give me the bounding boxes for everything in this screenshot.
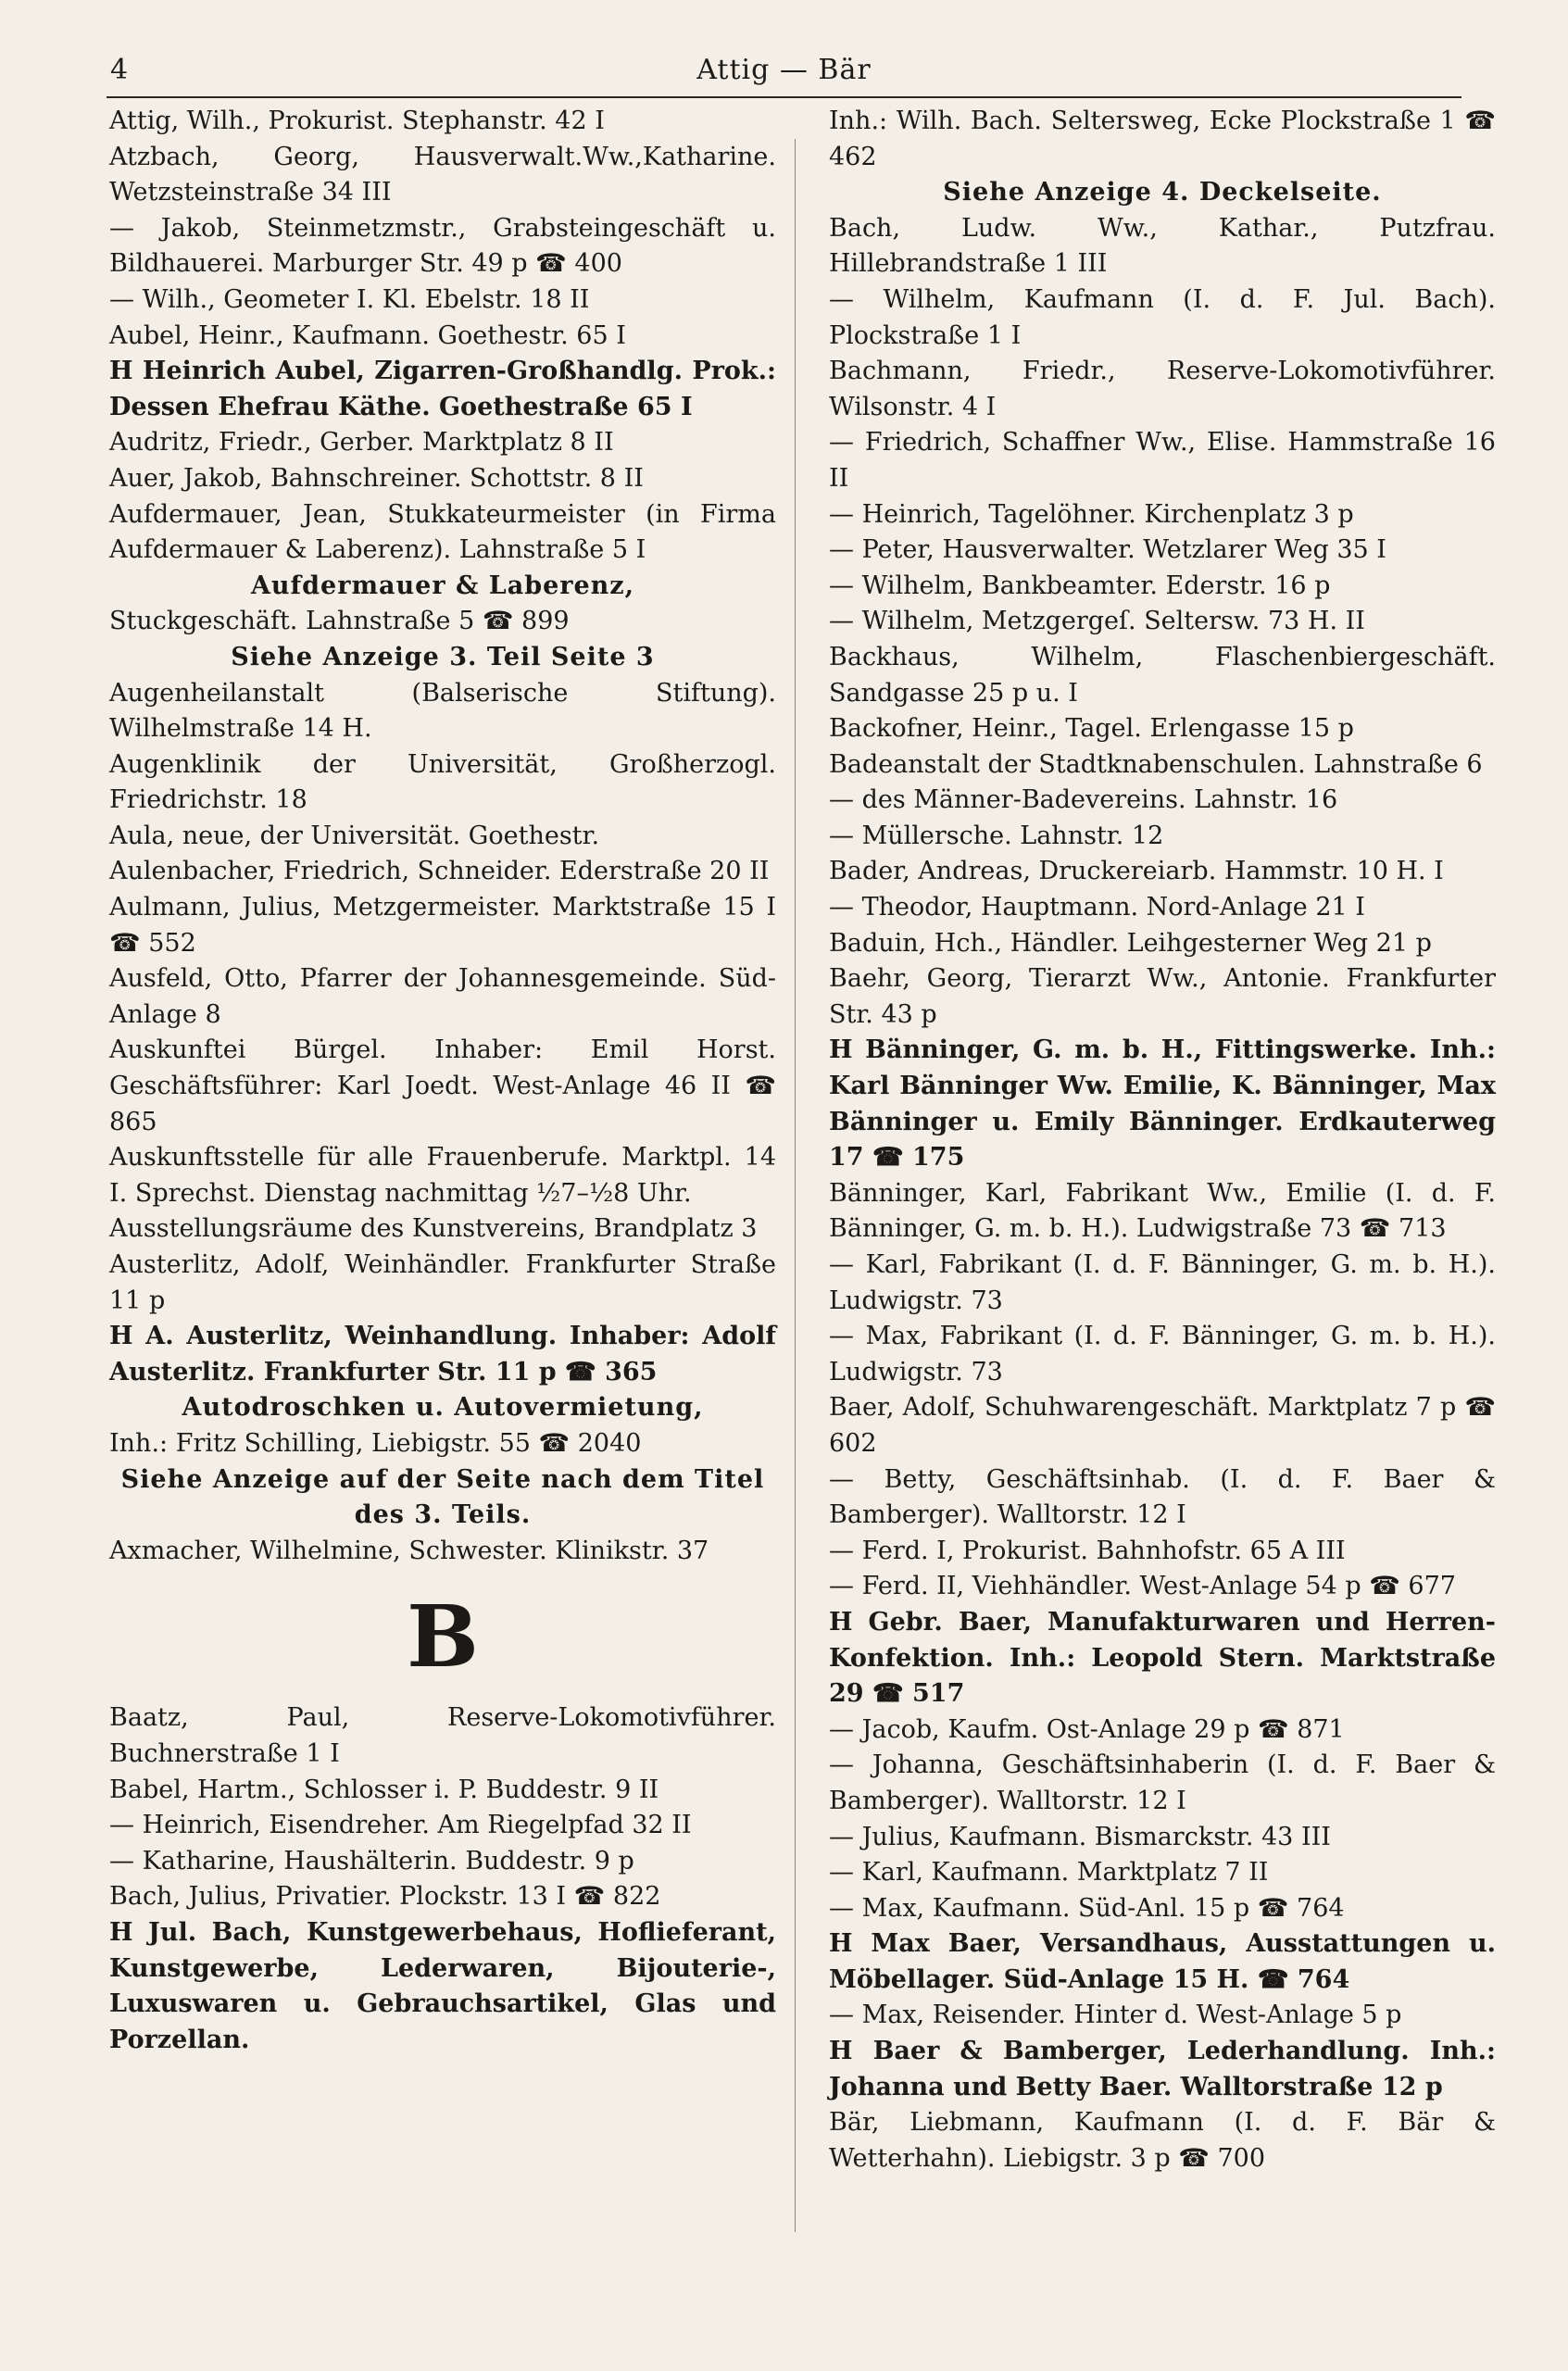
list-item: — Karl, Kaufmann. Marktplatz 7 II [829, 1858, 1269, 1888]
ad-reference: Siehe Anzeige 4. Deckelseite. [943, 178, 1382, 207]
list-item: — Wilh., Geometer I. Kl. Ebelstr. 18 II [109, 284, 590, 314]
list-item: H A. Austerlitz, Weinhandlung. Inhaber: Adolf Austerlitz. Frankfurter Str. 11 p ☎ 365 [109, 1322, 776, 1386]
ad-heading: Aufdermauer & Laberenz, [250, 571, 635, 600]
list-item: Bär, Liebmann, Kaufmann (I. d. F. Bär & Wetterhahn). Liebigstr. 3 p ☎ 700 [829, 2108, 1496, 2173]
list-item: Auskunftsstelle für alle Frauenberufe. Marktpl. 14 I. Sprechst. Dienstag nachmittag ½7–½8 Uhr. [109, 1143, 776, 1208]
header-rule [107, 96, 1461, 98]
list-item: Aubel, Heinr., Kaufmann. Goethestr. 65 I [109, 320, 626, 350]
list-item: Baduin, Hch., Händler. Leihgesterner Weg 21 p [829, 928, 1432, 958]
list-item: Inh.: Wilh. Bach. Seltersweg, Ecke Plockstraße 1 ☎ 462 [829, 107, 1496, 171]
right-column [829, 104, 1496, 2177]
section-letter: B [407, 1587, 479, 1687]
list-item: Bach, Julius, Privatier. Plockstr. 13 I ☎ 822 [109, 1882, 661, 1912]
list-item: — des Männer-Badevereins. Lahnstr. 16 [829, 785, 1338, 815]
list-item: Augenklinik der Universität, Großherzogl. Friedrichstr. 18 [109, 749, 776, 815]
page-header [107, 48, 1461, 94]
list-item: — Wilhelm, Kaufmann (I. d. F. Jul. Bach). Plockstraße 1 I [829, 284, 1496, 350]
list-item: — Jakob, Steinmetzmstr., Grabsteingeschäft u. Bildhauerei. Marburger Str. 49 p ☎ 400 [109, 213, 776, 279]
list-item: Austerlitz, Adolf, Weinhändler. Frankfurter Straße 11 p [109, 1250, 776, 1315]
ad-reference: Siehe Anzeige 3. Teil Seite 3 [231, 642, 655, 671]
list-item: Stuckgeschäft. Lahnstraße 5 ☎ 899 [109, 607, 570, 636]
list-item: — Theodor, Hauptmann. Nord-Anlage 21 I [829, 893, 1365, 922]
list-item: — Max, Reisender. Hinter d. West-Anlage 5 p [829, 2001, 1402, 2030]
list-item: Ausfeld, Otto, Pfarrer der Johannesgemeinde. Süd-Anlage 8 [109, 964, 776, 1029]
list-item: — Johanna, Geschäftsinhaberin (I. d. F. Baer & Bamberger). Walltorstr. 12 I [829, 1750, 1496, 1815]
list-item: — Jacob, Kaufm. Ost-Anlage 29 p ☎ 871 [829, 1714, 1345, 1744]
list-item: — Heinrich, Tagelöhner. Kirchenplatz 3 p [829, 499, 1354, 529]
list-item: H Bänninger, G. m. b. H., Fittingswerke. Inh.: Karl Bänninger Ww. Emilie, K. Bänninger, Max Bänninger u. Emily Bänninger. Erdkauterweg 17 ☎ 175 [829, 1035, 1496, 1173]
list-item: H Gebr. Baer, Manufakturwaren und Herren-Konfektion. Inh.: Leopold Stern. Marktstraße 29 ☎ 517 [829, 1607, 1496, 1709]
list-item: Axmacher, Wilhelmine, Schwester. Klinikstr. 37 [109, 1536, 709, 1565]
list-item: Backhaus, Wilhelm, Flaschenbiergeschäft. Sandgasse 25 p u. I [829, 642, 1496, 708]
running-title: Attig — Bär [696, 54, 872, 86]
list-item: Aulmann, Julius, Metzgermeister. Marktstraße 15 I ☎ 552 [109, 893, 776, 958]
column-divider [795, 139, 796, 2232]
list-item: — Heinrich, Eisendreher. Am Riegelpfad 32 II [109, 1811, 692, 1840]
list-item: — Wilhelm, Bankbeamter. Ederstr. 16 p [829, 571, 1331, 600]
list-item: — Max, Kaufmann. Süd-Anl. 15 p ☎ 764 [829, 1893, 1345, 1923]
list-item: Inh.: Fritz Schilling, Liebigstr. 55 ☎ 2040 [109, 1428, 642, 1458]
list-item: Badeanstalt der Stadtknabenschulen. Lahnstraße 6 [829, 749, 1483, 779]
list-item: — Wilhelm, Metzgergeſ. Seltersw. 73 H. II [829, 607, 1365, 636]
list-item: Aula, neue, der Universität. Goethestr. [109, 821, 600, 850]
list-item: Auskunftei Bürgel. Inhaber: Emil Horst. Geschäftsführer: Karl Joedt. West-Anlage 46 II ☎ 865 [109, 1035, 776, 1136]
list-item: H Baer & Bamberger, Lederhandlung. Inh.: Johanna und Betty Baer. Walltorstraße 12 p [829, 2037, 1496, 2101]
list-item: H Heinrich Aubel, Zigarren-Großhandlg. Prok.: Dessen Ehefrau Käthe. Goethestraße 65 I [109, 357, 776, 421]
list-item: Aulenbacher, Friedrich, Schneider. Ederstraße 20 II [109, 857, 770, 886]
list-item: Atzbach, Georg, Hausverwalt.Ww.,Katharine. Wetzsteinstraße 34 III [109, 142, 776, 207]
list-item: — Julius, Kaufmann. Bismarckstr. 43 III [829, 1822, 1331, 1851]
list-item: — Karl, Fabrikant (I. d. F. Bänninger, G. m. b. H.). Ludwigstr. 73 [829, 1250, 1496, 1315]
list-item: Audritz, Friedr., Gerber. Marktplatz 8 II [109, 428, 614, 458]
list-item: — Peter, Hausverwalter. Wetzlarer Weg 35 I [829, 535, 1386, 565]
ad-heading: Autodroschken u. Autovermietung, [182, 1393, 704, 1423]
list-item: Bachmann, Friedr., Reserve-Lokomotivführer. Wilsonstr. 4 I [829, 357, 1496, 421]
list-item: Baatz, Paul, Reserve-Lokomotivführer. Buchnerstraße 1 I [109, 1703, 776, 1768]
list-item: Baer, Adolf, Schuhwarengeschäft. Marktplatz 7 p ☎ 602 [829, 1393, 1496, 1458]
list-item: Auer, Jakob, Bahnschreiner. Schottstr. 8 II [109, 463, 644, 493]
list-item: Bänninger, Karl, Fabrikant Ww., Emilie (I. d. F. Bänninger, G. m. b. H.). Ludwigstraße 73 ☎ 713 [829, 1178, 1496, 1244]
list-item: Babel, Hartm., Schlosser i. P. Buddestr. 9 II [109, 1775, 659, 1804]
list-item: Aufdermauer, Jean, Stukkateurmeister (in Firma Aufdermauer & Laberenz). Lahnstraße 5 I [109, 499, 776, 565]
ad-reference: Siehe Anzeige auf der Seite nach dem Titel des 3. Teils. [120, 1464, 765, 1530]
page-number: 4 [110, 54, 129, 86]
list-item: — Katharine, Haushälterin. Buddestr. 9 p [109, 1846, 634, 1875]
list-item: Bach, Ludw. Ww., Kathar., Putzfrau. Hillebrandstraße 1 III [829, 213, 1496, 279]
list-item: — Müllersche. Lahnstr. 12 [829, 821, 1164, 850]
list-item: — Ferd. I, Prokurist. Bahnhofstr. 65 A III [829, 1536, 1346, 1565]
list-item: Backofner, Heinr., Tagel. Erlengasse 15 p [829, 714, 1354, 744]
list-item: Baehr, Georg, Tierarzt Ww., Antonie. Frankfurter Str. 43 p [829, 964, 1496, 1029]
list-item: — Max, Fabrikant (I. d. F. Bänninger, G. m. b. H.). Ludwigstr. 73 [829, 1322, 1496, 1386]
list-item: Augenheilanstalt (Balserische Stiftung). Wilhelmstraße 14 H. [109, 678, 776, 744]
list-item: Bader, Andreas, Druckereiarb. Hammstr. 10 H. I [829, 857, 1444, 886]
list-item: — Betty, Geschäftsinhab. (I. d. F. Baer & Bamberger). Walltorstr. 12 I [829, 1464, 1496, 1530]
list-item: H Max Baer, Versandhaus, Ausstattungen u. Möbellager. Süd-Anlage 15 H. ☎ 764 [829, 1929, 1496, 1994]
list-item: — Ferd. II, Viehhändler. West-Anlage 54 p ☎ 677 [829, 1572, 1456, 1601]
list-item: H Jul. Bach, Kunstgewerbehaus, Hoflieferant, Kunstgewerbe, Lederwaren, Bijouterie-, Luxuswaren u. Gebrauchsartikel, Glas und Porzellan. [109, 1917, 776, 2054]
list-item: Ausstellungsräume des Kunstvereins, Brandplatz 3 [109, 1214, 758, 1244]
left-column [109, 104, 776, 2058]
list-item: Attig, Wilh., Prokurist. Stephanstr. 42 I [109, 107, 605, 135]
list-item: — Friedrich, Schaffner Ww., Elise. Hammstraße 16 II [829, 428, 1496, 493]
